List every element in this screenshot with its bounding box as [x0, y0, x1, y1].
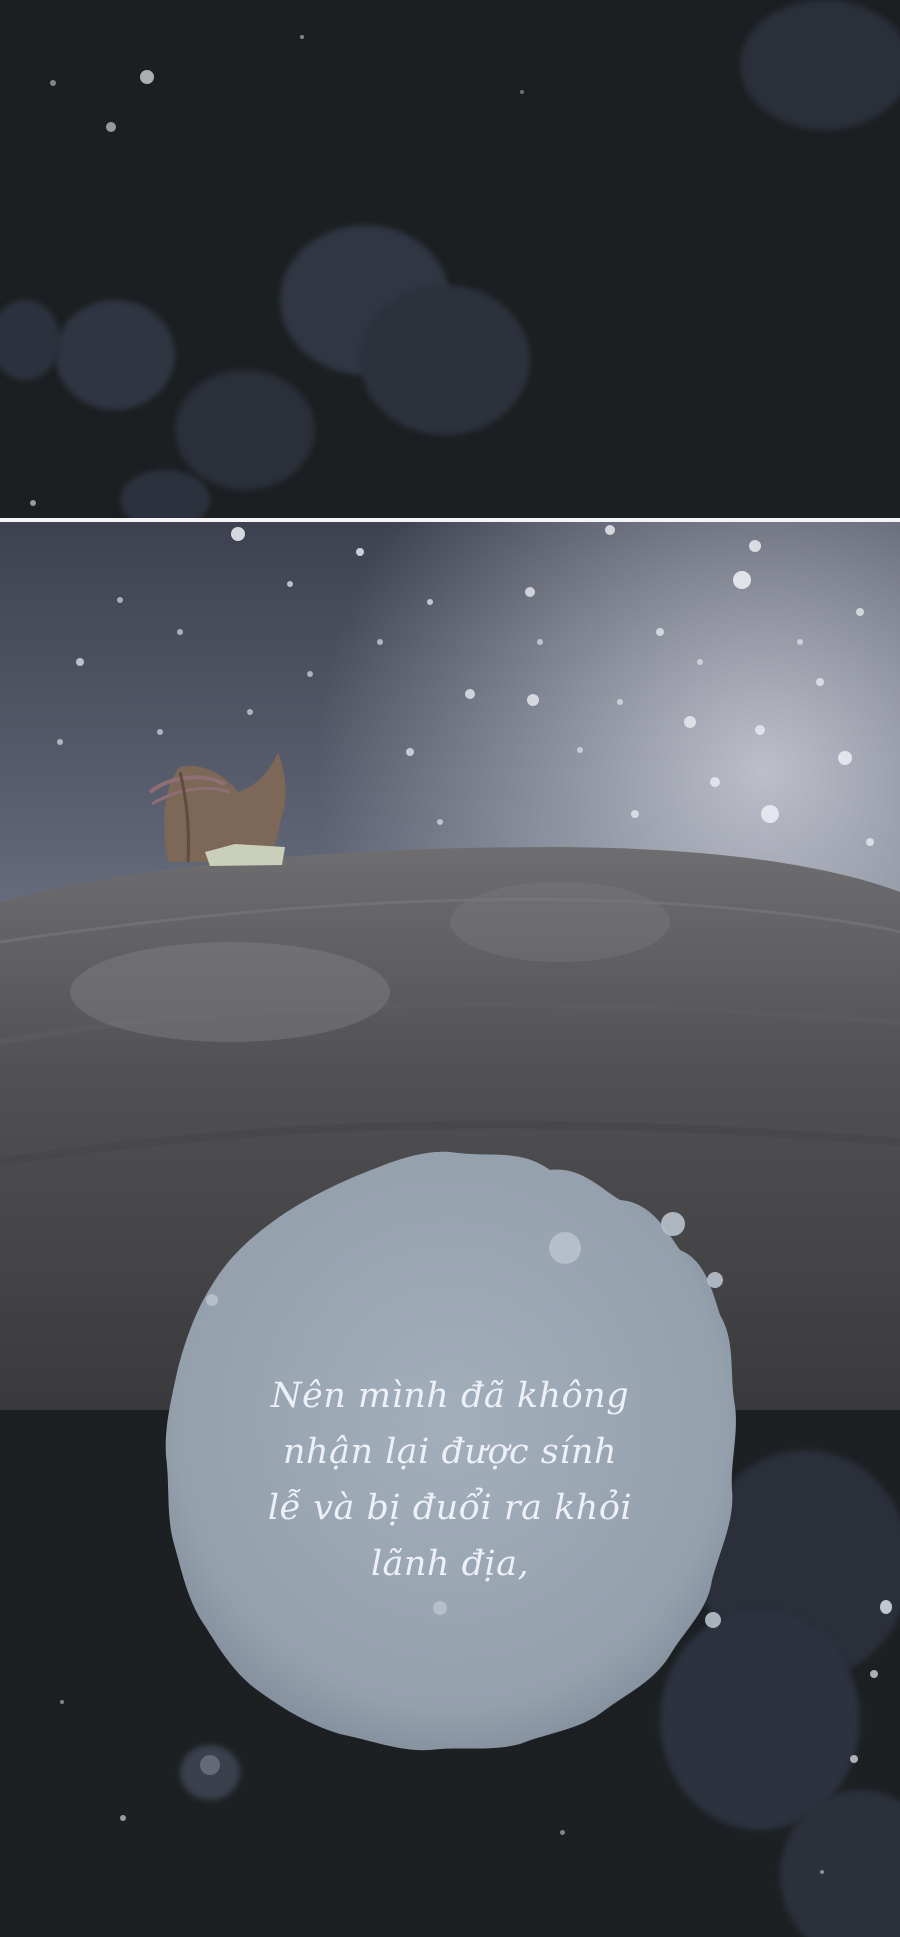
- snowflake: [120, 1815, 126, 1821]
- bokeh-blob: [360, 285, 530, 435]
- snowflake: [60, 1700, 64, 1704]
- caption-line-3: lễ và bị đuổi ra khỏi: [267, 1488, 633, 1528]
- caption-line-1: Nên mình đã không: [270, 1376, 630, 1416]
- caption-text: [160, 1368, 740, 1592]
- hill-highlight: [70, 942, 390, 1042]
- snowflake: [50, 80, 56, 86]
- snowflake: [880, 1600, 892, 1614]
- snowflake: [300, 35, 304, 39]
- bokeh-blob: [740, 0, 900, 130]
- panel-divider: [0, 518, 900, 522]
- snowflake: [106, 122, 116, 132]
- snowflake: [520, 90, 524, 94]
- caption-line-4: lãnh địa,: [370, 1544, 530, 1584]
- bokeh-blob: [120, 470, 210, 518]
- snowflake: [870, 1670, 878, 1678]
- bokeh-blob: [0, 300, 60, 380]
- snowflake: [850, 1755, 858, 1763]
- snowflake: [140, 70, 154, 84]
- snowflake: [820, 1870, 824, 1874]
- bokeh-blob: [55, 300, 175, 410]
- snowflake: [560, 1830, 565, 1835]
- bokeh-blob: [175, 370, 315, 490]
- panel-dark-bokeh-top: [0, 0, 900, 518]
- caption-line-2: nhận lại được sính: [283, 1432, 617, 1472]
- thought-bubble: [160, 1140, 740, 1760]
- snowflake: [30, 500, 36, 506]
